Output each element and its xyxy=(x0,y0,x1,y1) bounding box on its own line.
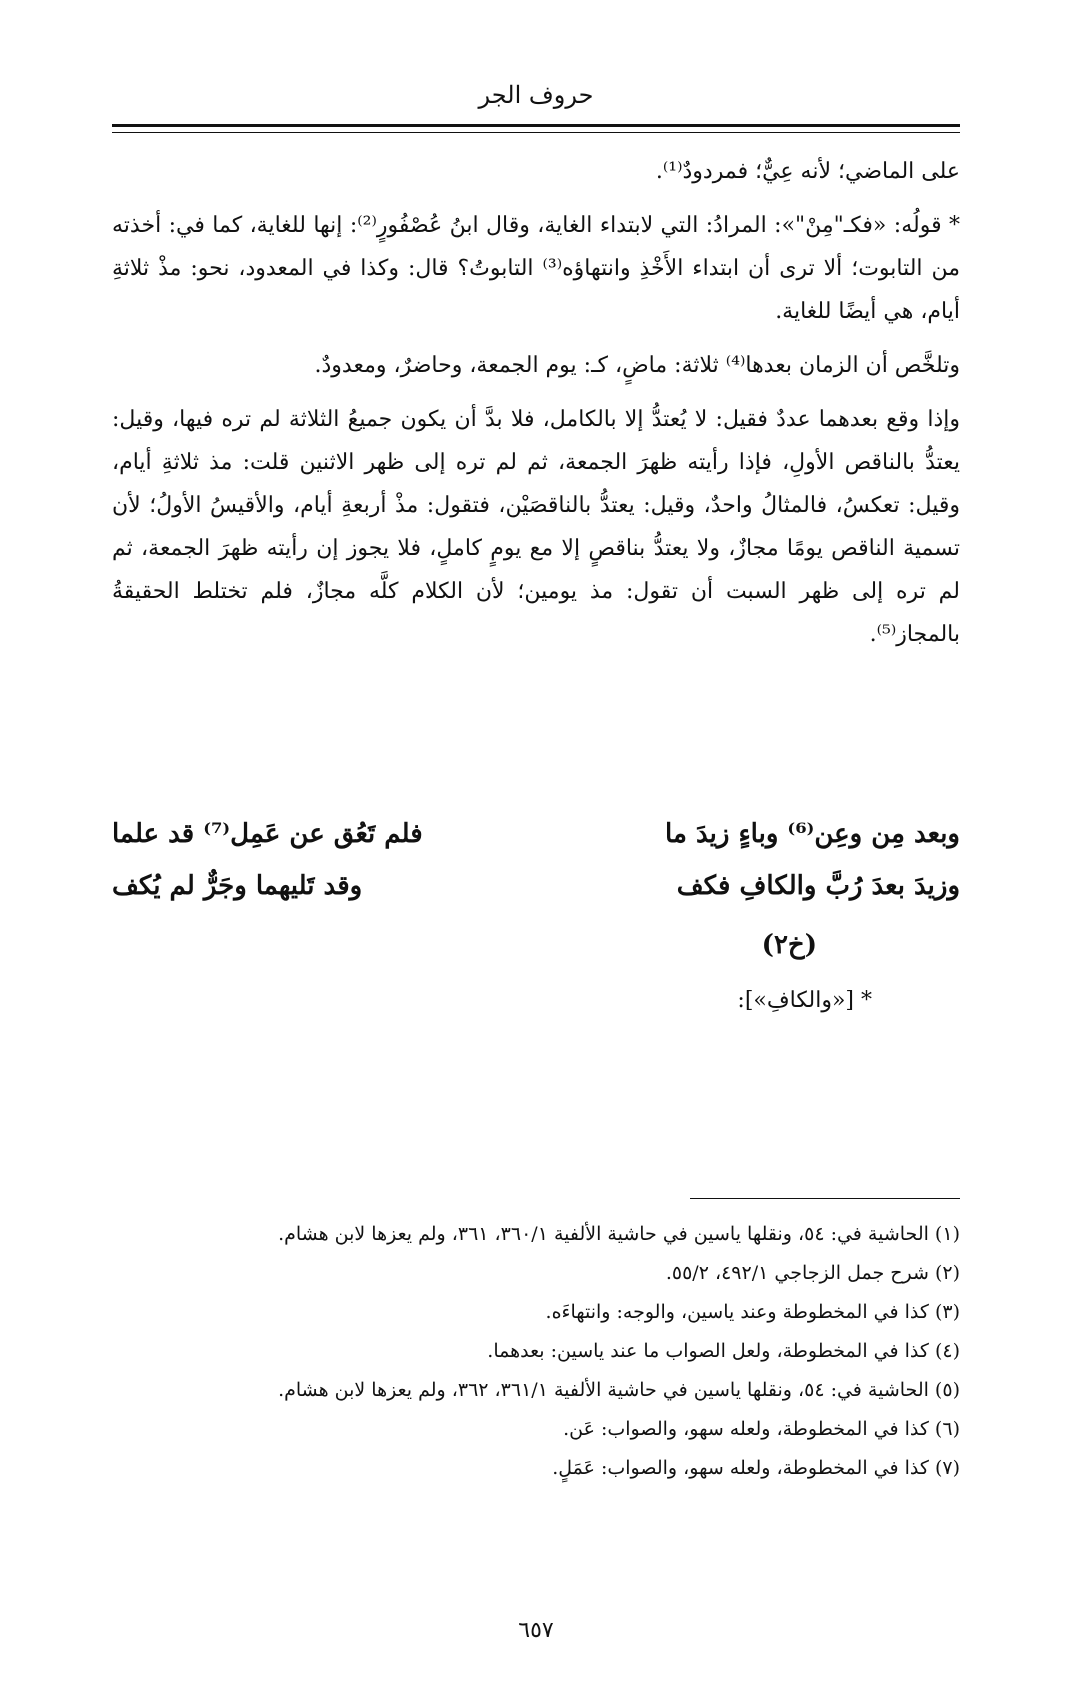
footnote-3: (٣) كذا في المخطوطة وعند ياسين، والوجه: وانتهاءَه. xyxy=(545,1301,960,1323)
paragraph-continuation: على الماضي؛ لأنه عِيٌّ؛ فمردودٌ⁽¹⁾. xyxy=(655,159,960,184)
footnote-1: (١) الحاشية في: ٥٤، ونقلها ياسين في حاشية الألفية ٣٦٠/١، ٣٦١، ولم يعزها لابن هشام. xyxy=(278,1223,960,1245)
header-rule-thin xyxy=(112,132,960,133)
footnote-7: (٧) كذا في المخطوطة، ولعله سهو، والصواب: عَمَلٍ. xyxy=(552,1457,960,1479)
verse-2-second-hemistich: وقد تَليهما وجَرٌّ لم يُكف xyxy=(112,871,363,901)
verse-line-1 xyxy=(112,808,960,860)
verse-2-first-hemistich: وزيدَ بعدَ رُبَّ والكافِ فكف xyxy=(676,871,960,901)
footnote-2: (٢) شرح جمل الزجاجي ٤٩٢/١، ٥٥/٢. xyxy=(665,1262,960,1284)
running-title: حروف الجر xyxy=(478,81,594,109)
verse-source-tag: (خ٢) xyxy=(761,930,817,960)
verse-line-2 xyxy=(112,860,960,912)
footnote-6: (٦) كذا في المخطوطة، ولعله سهو، والصواب: عَن. xyxy=(563,1418,960,1440)
footnote-5: (٥) الحاشية في: ٥٤، ونقلها ياسين في حاشية الألفية ٣٦١/١، ٣٦٢، ولم يعزها لابن هشام. xyxy=(278,1379,960,1401)
paragraph-counting: وإذا وقع بعدهما عددٌ فقيل: لا يُعتدُّ إلا بالكامل، فلا بدَّ أن يكون جميعُ الثلاثة لم تره فيها، وقيل: يعتدُّ بالناقص الأولِ، فإذا رأيته ظهرَ الجمعة، ثم لم تره إلى ظهر الاثنين قلت: مذ ثلاثةِ أيام، وقيل: تعكسُ، فالمثالُ واحدٌ، وقيل: يعتدُّ بالناقصَيْن، فتقول: مذْ أربعةِ أيام، والأقيسُ الأولُ؛ لأن تسمية الناقص يومًا مجازٌ، ولا يعتدُّ بناقصٍ إلا مع يومٍ كاملٍ، فلا يجوز إن رأيته ظهرَ الجمعة، ثم لم تره إلى ظهر السبت أن تقول: مذ يومين؛ لأن الكلام كلَّه مجازٌ، فلم تختلط الحقيقةُ بالمجاز⁽⁵⁾. xyxy=(112,407,960,647)
footnote-4: (٤) كذا في المخطوطة، ولعل الصواب ما عند ياسين: بعدهما. xyxy=(487,1340,960,1362)
header-rule-thick xyxy=(112,124,960,127)
paragraph-time-summary: وتلخَّص أن الزمان بعدها⁽⁴⁾ ثلاثة: ماضٍ، كـ: يوم الجمعة، وحاضرٌ، ومعدودٌ. xyxy=(314,353,960,378)
footnote-separator xyxy=(690,1198,960,1199)
verse-1-second-hemistich: فلم تَعُق عن عَمِل⁽⁷⁾ قد علما xyxy=(112,819,423,849)
verse-1-first-hemistich: وبعد مِن وعِن⁽⁶⁾ وباءٍ زيدَ ما xyxy=(665,819,960,849)
paragraph-min-commentary: * قولُه: «فكـ"مِنْ"»: المرادُ: التي لابتداء الغاية، وقال ابنُ عُصْفُورٍ⁽²⁾: إنها للغاية، كما في: أخذته من التابوت؛ ألا ترى أن ابتداء الأَخْذِ وانتهاؤه⁽³⁾ التابوتُ؟ قال: وكذا في المعدود، نحو: مذْ ثلاثةِ أيام، هي أيضًا للغاية. xyxy=(112,213,961,324)
verse-block xyxy=(112,808,960,912)
commentary-heading: * [«والكافِ»]: xyxy=(737,988,872,1013)
footnotes xyxy=(112,1215,960,1488)
main-text xyxy=(112,150,960,656)
page-number: ٦٥٧ xyxy=(518,1618,554,1643)
